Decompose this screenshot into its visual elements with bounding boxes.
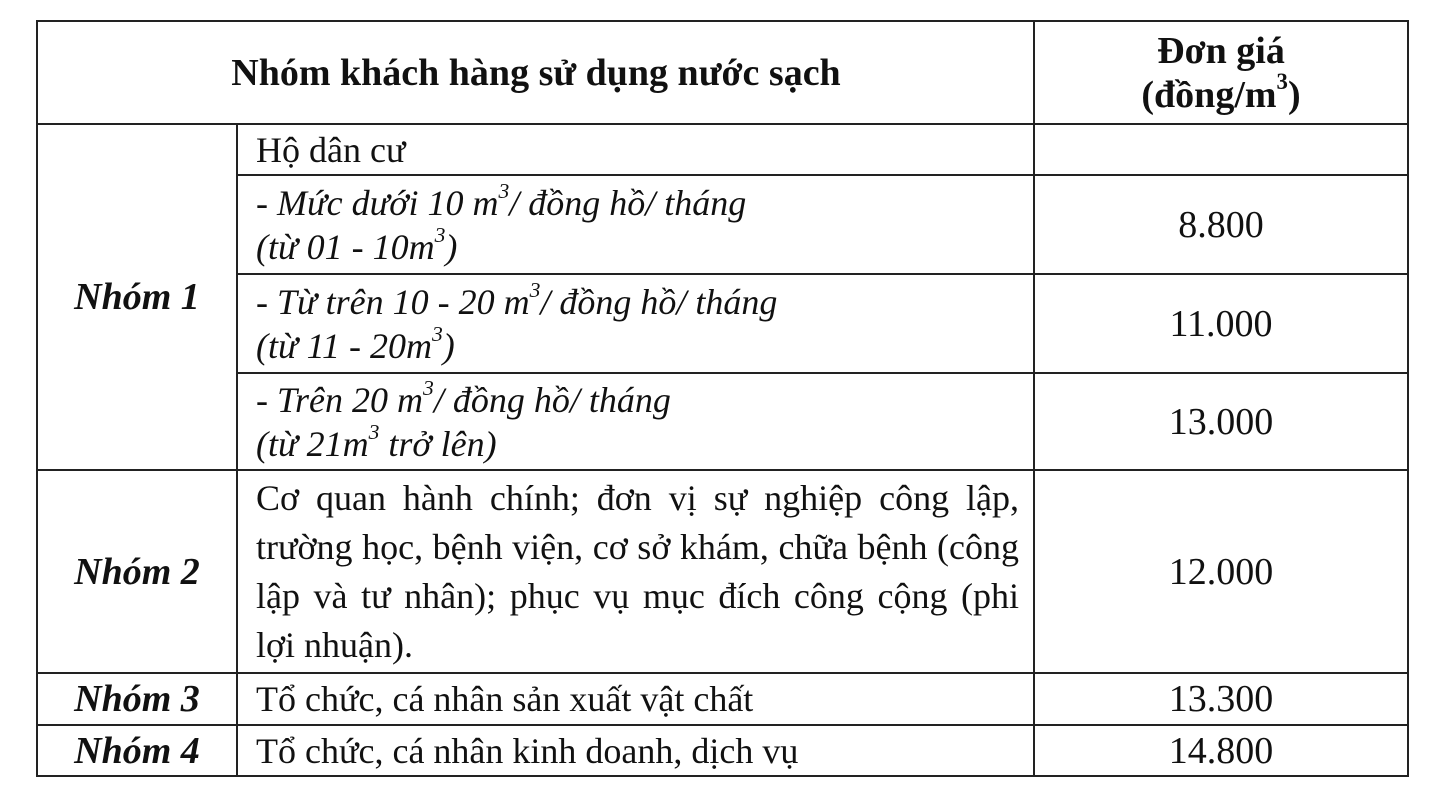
header-customer-group: Nhóm khách hàng sử dụng nước sạch: [231, 51, 841, 94]
group1-tier3-desc: - Trên 20 $m^3/$ đồng hồ/ tháng (từ $21m^3$ trở lên): [256, 376, 671, 464]
group1-tier1-desc: - Mức dưới 10 $m^3/$ đồng hồ/ tháng (từ $01 - 10m^3$): [256, 179, 747, 267]
group3-price: 13.300: [1168, 678, 1274, 720]
group2-price: 12.000: [1168, 550, 1274, 593]
group2-label: Nhóm 2: [74, 550, 200, 593]
group2-desc-cell: [238, 471, 1033, 672]
group1-tier2-desc: - Từ trên 10 - 20 $m^3/$ đồng hồ/ tháng (từ $11 - 20m^3$): [256, 278, 778, 366]
group1-tier3-price: 13.000: [1168, 400, 1274, 443]
header-unit-price: [1035, 22, 1407, 123]
group3-label: Nhóm 3: [74, 678, 200, 720]
water-price-table: [36, 20, 1409, 777]
group1-tier2-price: 11.000: [1169, 302, 1273, 345]
group4-desc: Tổ chức, cá nhân kinh doanh, dịch vụ: [256, 730, 799, 771]
header-price-line2: $(đồng/m^3)$: [1141, 69, 1301, 116]
group2-desc: Cơ quan hành chính; đơn vị sự nghiệp công lập, trường học, bệnh viện, cơ sở khám, chữa bệnh (công lập và tư nhân); phục vụ mục đích công cộng (phi lợi nhuận).: [256, 477, 1019, 665]
group1-tier1-price: 8.800: [1178, 203, 1264, 246]
group4-price: 14.800: [1168, 729, 1274, 772]
group3-desc: Tổ chức, cá nhân sản xuất vật chất: [256, 679, 754, 719]
header-price-line1: Đơn giá: [1157, 29, 1285, 72]
group1-title: Hộ dân cư: [256, 129, 406, 170]
group1-label: Nhóm 1: [74, 276, 200, 318]
group4-label: Nhóm 4: [74, 729, 200, 772]
